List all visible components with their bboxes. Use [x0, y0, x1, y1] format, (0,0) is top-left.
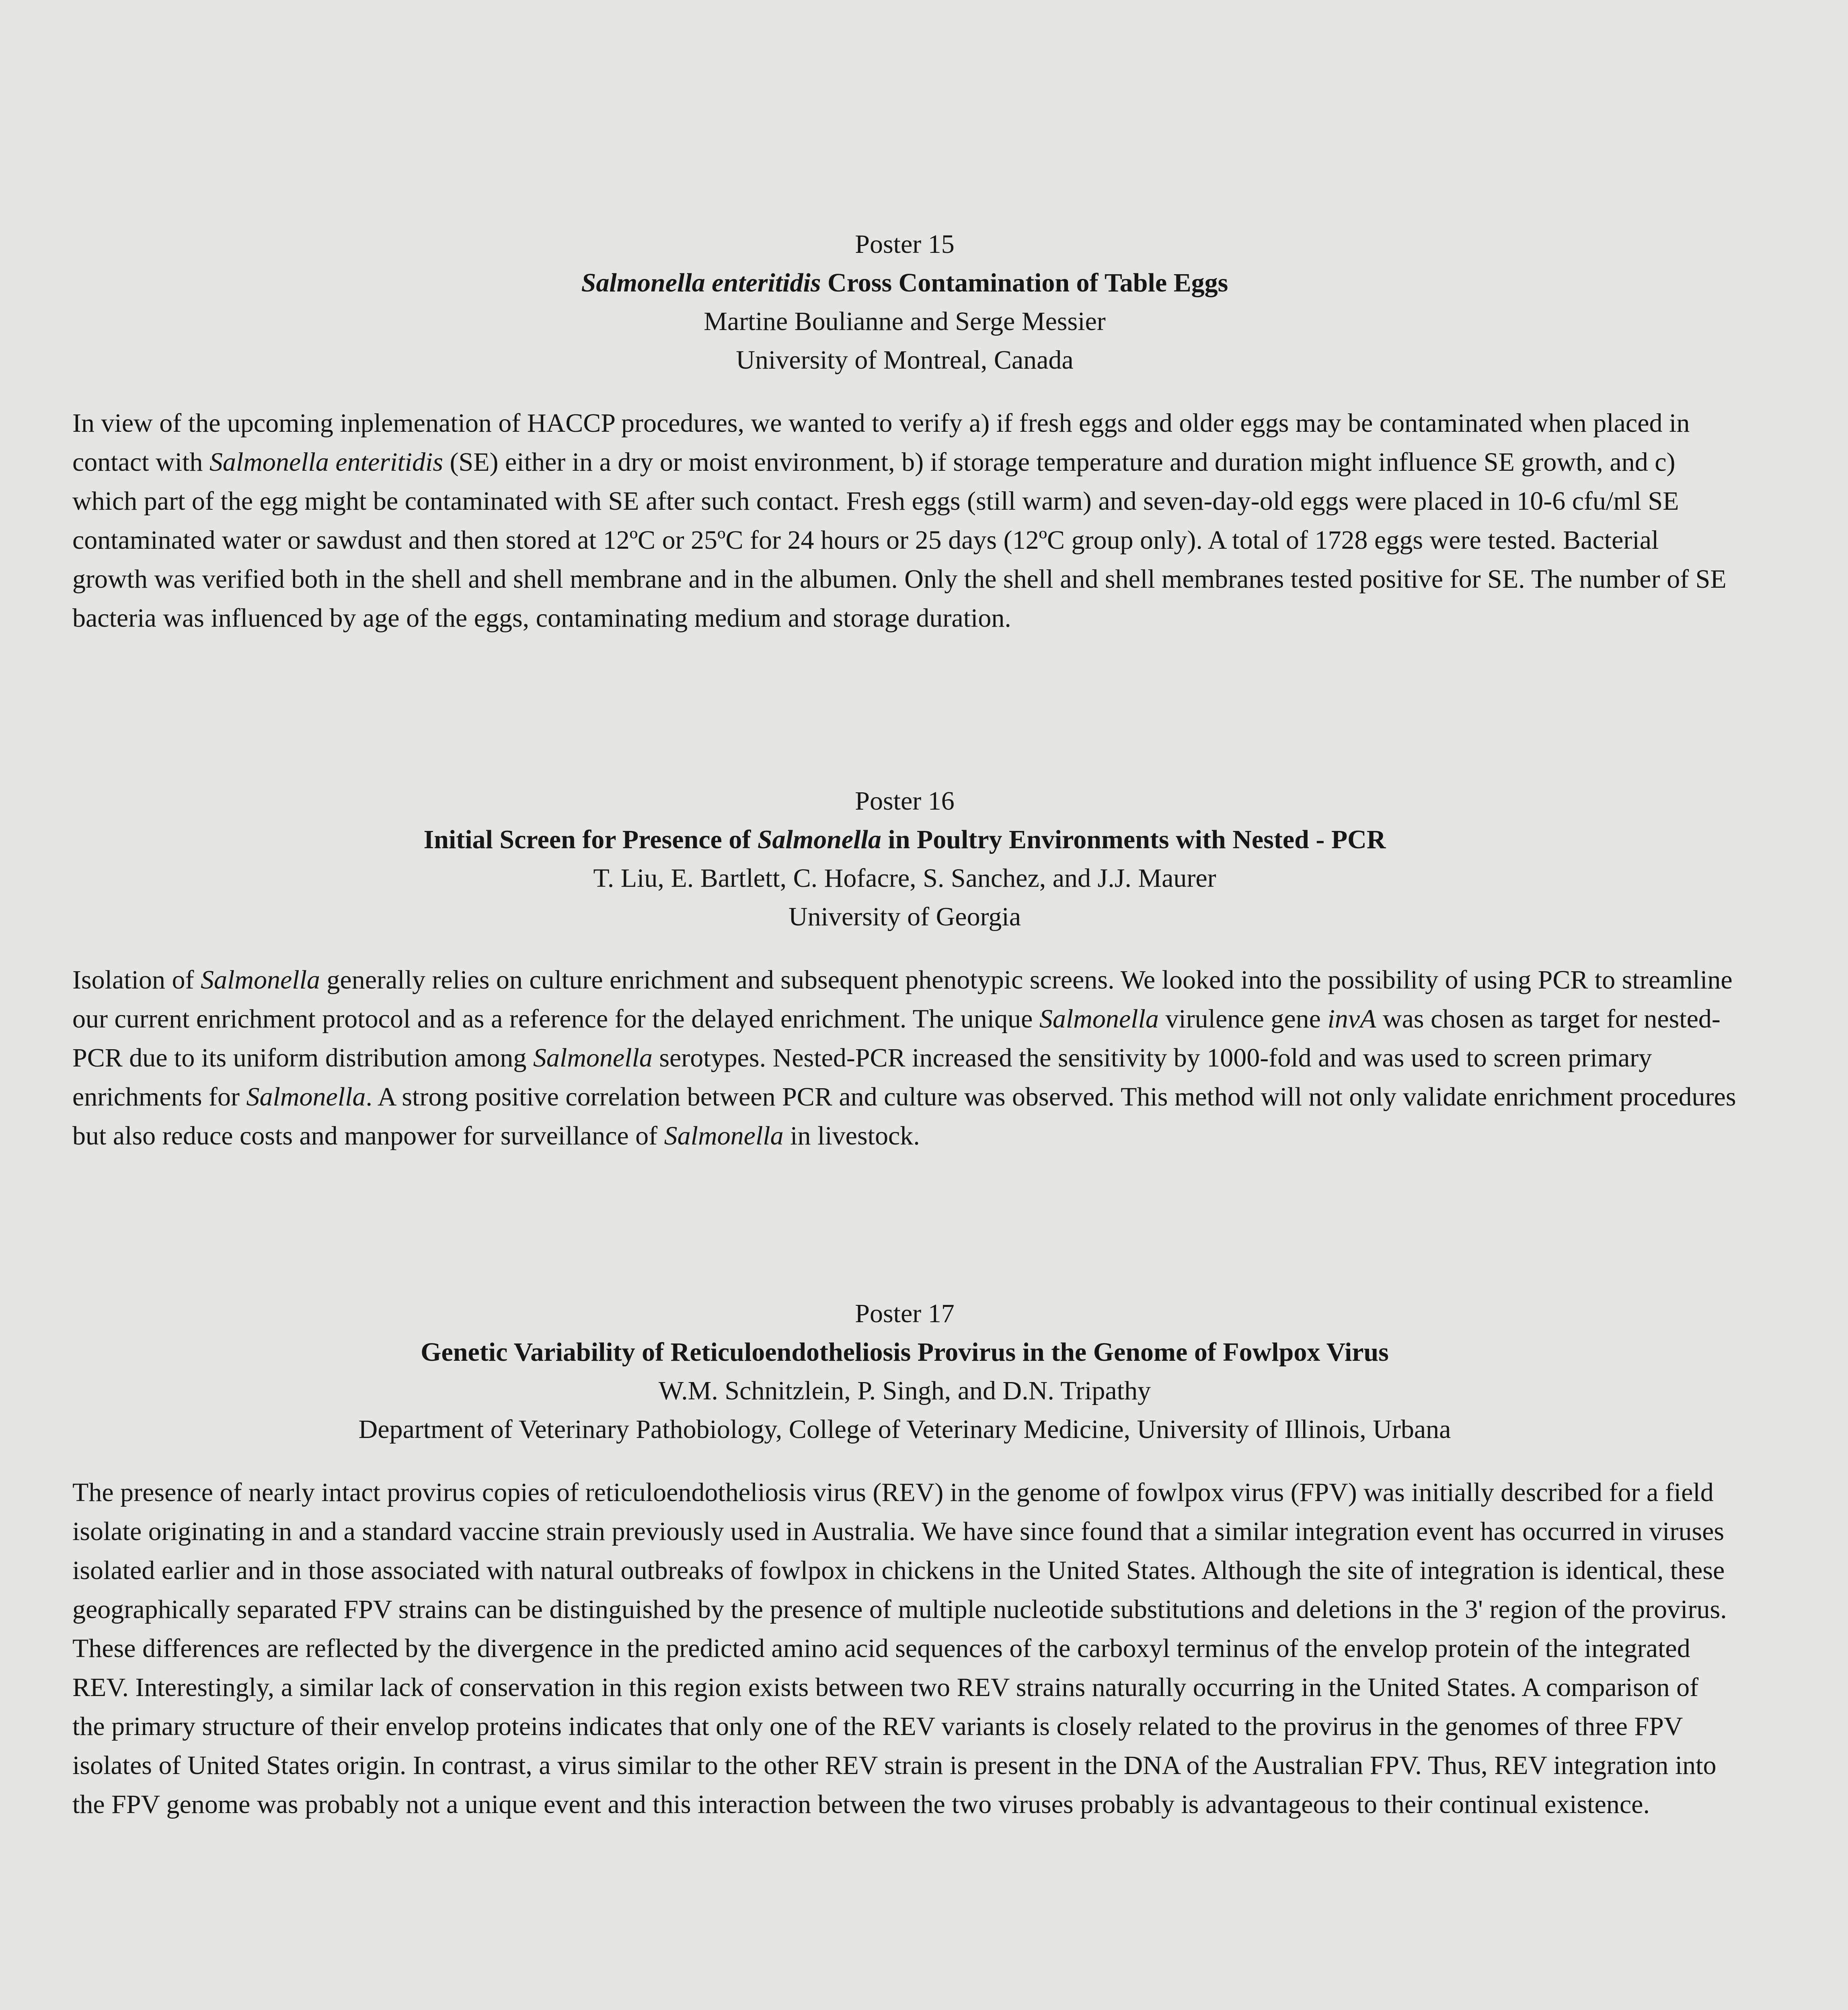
abstract-italic-term: invA	[1327, 1004, 1376, 1034]
abstract-text: In view of the upcoming inplemenation of HACCP procedures, we wanted to verify a) if fresh eggs and older eggs may be contaminated when placed in contact with	[72, 408, 1690, 477]
poster-title-rest: in Poultry Environments with Nested - PCR	[881, 825, 1386, 854]
abstract-text: Isolation of	[72, 965, 201, 995]
poster-title-rest: Cross Contamination of Table Eggs	[821, 268, 1228, 297]
poster-number: Poster 16	[855, 786, 955, 816]
abstract-text: in livestock.	[783, 1121, 920, 1151]
abstract-italic-term: Salmonella	[533, 1043, 653, 1073]
poster-authors: T. Liu, E. Bartlett, C. Hofacre, S. Sanchez, and J.J. Maurer	[593, 863, 1216, 893]
poster-authors: Martine Boulianne and Serge Messier	[704, 307, 1106, 336]
poster-15	[72, 225, 1737, 664]
poster-title-italic: Salmonella	[757, 825, 881, 854]
poster-title	[72, 264, 1737, 302]
abstract-text: was chosen as target for nested-PCR due to its uniform distribution among	[72, 1004, 1721, 1073]
abstract-italic-term: Salmonella	[664, 1121, 784, 1151]
poster-title-italic: Salmonella enteritidis	[581, 268, 821, 297]
poster-abstract	[72, 404, 1737, 638]
poster-16	[72, 782, 1737, 1182]
poster-title-pre: Initial Screen for Presence of	[423, 825, 758, 854]
abstract-italic-term: Salmonella enteritidis	[209, 447, 444, 477]
abstract-italic-term: Salmonella	[246, 1082, 366, 1112]
abstract-text: The presence of nearly intact provirus copies of reticuloendotheliosis virus (REV) in the genome of fowlpox virus (FPV) was initially described for a field isolate originating in and a standard vaccine strain previously used in Australia. We have since found that a similar integration event has occurred in viruses isolated earlier and in those associated with natural outbreaks of fowlpox in chickens in the United States. Although the site of integration is identical, these geographically separated FPV strains can be distinguished by the presence of multiple nucleotide substitutions and deletions in the 3' region of the provirus. These differences are reflected by the divergence in the predicted amino acid sequences of the carboxyl terminus of the envelop protein of the integrated REV. Interestingly, a similar lack of conservation in this region exists between two REV strains naturally occurring in the United States. A comparison of the primary structure of their envelop proteins indicates that only one of the REV variants is closely related to the provirus in the genomes of three FPV isolates of United States origin. In contrast, a virus similar to the other REV strain is present in the DNA of the Australian FPV. Thus, REV integration into the FPV genome was probably not a unique event and this interaction between the two viruses probably is advantageous to their continual existence.	[72, 1478, 1727, 1819]
abstract-text: generally relies on culture enrichment and subsequent phenotypic screens. We looked into the possibility of using PCR to streamline our current enrichment protocol and as a reference for the delayed enrichment. The unique	[72, 965, 1733, 1034]
poster-17	[72, 1294, 1737, 1850]
abstract-text: virulence gene	[1158, 1004, 1328, 1034]
abstract-text: serotypes. Nested-PCR increased the sensitivity by 1000-fold and was used to screen primary enrichments for	[72, 1043, 1652, 1112]
poster-abstract	[72, 1473, 1737, 1824]
poster-number: Poster 15	[855, 230, 955, 259]
poster-affiliation: Department of Veterinary Pathobiology, College of Veterinary Medicine, University of Illinois, Urbana	[358, 1415, 1451, 1444]
abstract-text: (SE) either in a dry or moist environment, b) if storage temperature and duration might influence SE growth, and c) which part of the egg might be contaminated with SE after such contact. Fresh eggs (still warm) and seven-day-old eggs were placed in 10-6 cfu/ml SE contaminated water or sawdust and then stored at 12ºC or 25ºC for 24 hours or 25 days (12ºC group only). A total of 1728 eggs were tested. Bacterial growth was verified both in the shell and shell membrane and in the albumen. Only the shell and shell membranes tested positive for SE. The number of SE bacteria was influenced by age of the eggs, contaminating medium and storage duration.	[72, 447, 1727, 633]
abstract-italic-term: Salmonella	[200, 965, 320, 995]
poster-authors: W.M. Schnitzlein, P. Singh, and D.N. Tripathy	[658, 1376, 1151, 1405]
poster-affiliation: University of Montreal, Canada	[736, 345, 1074, 375]
abstract-italic-term: Salmonella	[1039, 1004, 1159, 1034]
poster-abstract	[72, 960, 1737, 1155]
poster-affiliation: University of Georgia	[788, 902, 1021, 931]
poster-title: Genetic Variability of Reticuloendotheliosis Provirus in the Genome of Fowlpox Virus	[421, 1337, 1389, 1367]
poster-title	[72, 820, 1737, 859]
abstract-text: . A strong positive correlation between PCR and culture was observed. This method will not only validate enrichment procedures but also reduce costs and manpower for surveillance of	[72, 1082, 1736, 1151]
poster-number: Poster 17	[855, 1299, 955, 1328]
